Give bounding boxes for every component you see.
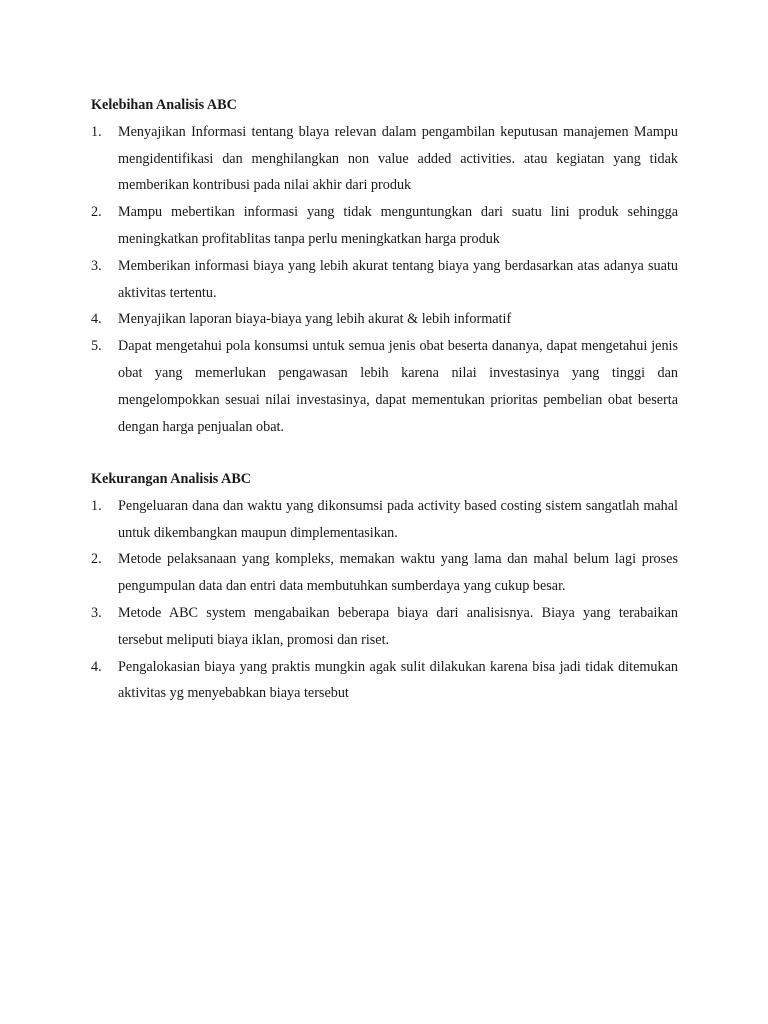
item-number: 2. — [91, 551, 102, 568]
list-item — [91, 493, 678, 547]
list-item — [91, 333, 678, 440]
item-text: Menyajikan laporan biaya-biaya yang lebih akurat & lebih informatif — [118, 311, 512, 328]
section-kelebihan — [91, 92, 678, 440]
item-number: 3. — [91, 257, 102, 274]
section-heading-kekurangan: Kekurangan Analisis ABC — [91, 471, 252, 487]
section-kekurangan — [91, 466, 678, 707]
list-item — [91, 119, 678, 199]
item-number: 4. — [91, 658, 102, 675]
item-number: 1. — [91, 497, 102, 514]
item-number: 1. — [91, 123, 102, 140]
item-text: Metode pelaksanaan yang kompleks, memakan waktu yang lama dan mahal belum lagi proses pengumpulan data dan entri data membutuhkan sumberdaya yang cukup besar. — [118, 551, 678, 595]
item-text: Memberikan informasi biaya yang lebih akurat tentang biaya yang berdasarkan atas adanya suatu aktivitas tertentu. — [118, 257, 678, 301]
item-number: 4. — [91, 311, 102, 328]
item-text: Dapat mengetahui pola konsumsi untuk semua jenis obat beserta dananya, dapat mengetahui jenis obat yang memerlukan pengawasan lebih karena nilai investasinya yang tinggi dan mengelompokkan sesuai nilai investasinya, dapat mementukan prioritas pembelian obat beserta dengan harga penjualan obat. — [118, 338, 678, 435]
list-kekurangan — [91, 493, 678, 707]
item-text: Metode ABC system mengabaikan beberapa biaya dari analisisnya. Biaya yang terabaikan tersebut meliputi biaya iklan, promosi dan riset. — [118, 604, 678, 648]
item-text: Pengeluaran dana dan waktu yang dikonsumsi pada activity based costing sistem sangatlah mahal untuk dikembangkan maupun dimplementasikan. — [118, 497, 678, 541]
item-number: 2. — [91, 204, 102, 221]
section-heading-kelebihan: Kelebihan Analisis ABC — [91, 97, 237, 113]
item-text: Menyajikan Informasi tentang blaya relevan dalam pengambilan keputusan manajemen Mampu mengidentifikasi dan menghilangkan non value added activities. atau kegiatan yang tidak memberikan kontribusi pada nilai akhir dari produk — [118, 123, 678, 194]
list-item — [91, 546, 678, 600]
list-item — [91, 306, 678, 333]
item-number: 3. — [91, 604, 102, 621]
item-text: Mampu mebertikan informasi yang tidak menguntungkan dari suatu lini produk sehingga meningkatkan profitablitas tanpa perlu meningkatkan harga produk — [118, 204, 678, 247]
list-kelebihan — [91, 119, 678, 441]
item-text: Pengalokasian biaya yang praktis mungkin agak sulit dilakukan karena bisa jadi tidak ditemukan aktivitas yg menyebabkan biaya tersebut — [118, 658, 678, 702]
item-number: 5. — [91, 338, 102, 355]
list-item — [91, 199, 678, 253]
list-item — [91, 253, 678, 307]
list-item — [91, 600, 678, 654]
list-item — [91, 654, 678, 708]
